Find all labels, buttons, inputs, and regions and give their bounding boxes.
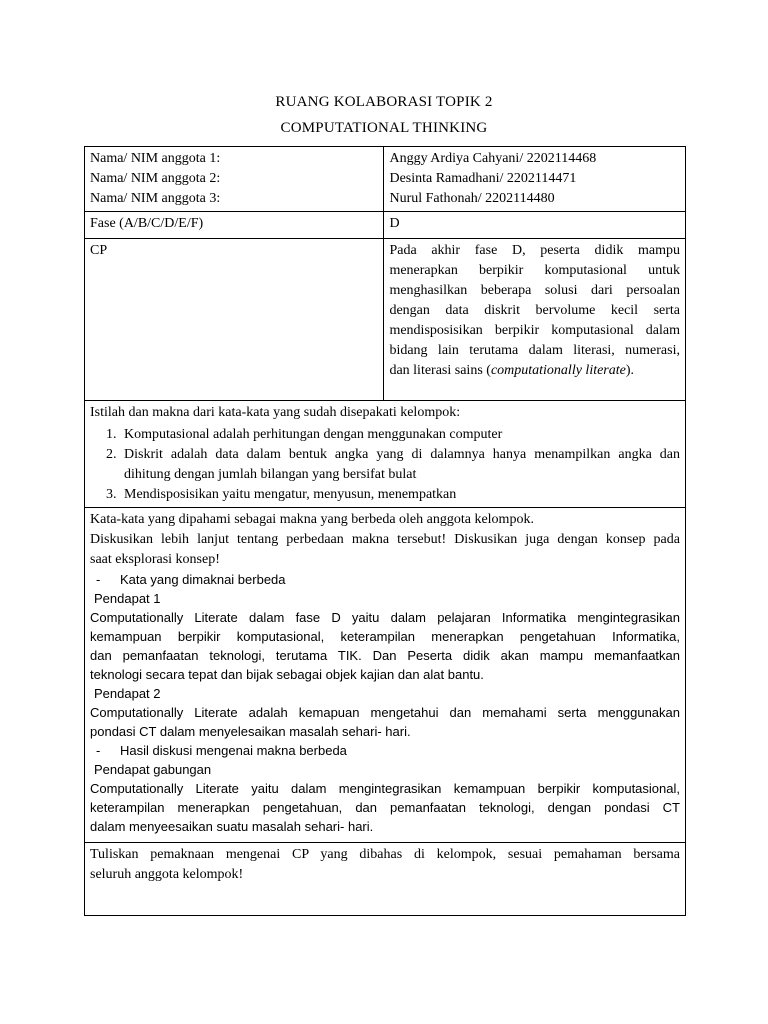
cp-last-line bbox=[389, 361, 680, 381]
member-1-value: Anggy Ardiya Cahyani/ 2202114468 bbox=[389, 151, 597, 166]
cp-label: CP bbox=[85, 239, 384, 401]
opinion-line: dan pemanfaatan teknologi, terutama TIK. Dan Peserta didik akan mampu memanfaatkan bbox=[90, 648, 680, 663]
dash-text: Hasil diskusi mengenai makna berbeda bbox=[120, 743, 347, 758]
term-item bbox=[120, 445, 680, 485]
cp-line: menerapkan berpikir komputasional untuk bbox=[389, 263, 680, 278]
terms-row bbox=[85, 401, 686, 508]
cp-row bbox=[85, 239, 686, 401]
collaboration-table bbox=[84, 146, 686, 916]
document-title: RUANG KOLABORASI TOPIK 2 bbox=[275, 94, 493, 110]
member-2-value: Desinta Ramadhani/ 2202114471 bbox=[389, 171, 577, 186]
members-label-cell bbox=[85, 147, 384, 212]
cp-description bbox=[384, 239, 686, 401]
opinion-1-text bbox=[90, 608, 680, 684]
fase-label: Fase (A/B/C/D/E/F) bbox=[85, 212, 384, 239]
opinion-2-text bbox=[90, 703, 680, 741]
opinion-line: keterampilan menerapkan pengetahuan, dan pemanfaatan teknologi, dengan pondasi CT bbox=[90, 800, 680, 815]
discussion-section bbox=[90, 570, 680, 836]
opinion-line: kemampuan berpikir komputasional, keterampilan menerapkan pengetahuan Informatika, bbox=[90, 629, 680, 644]
cp-last-prefix: dan literasi sains ( bbox=[389, 363, 491, 378]
term-item bbox=[120, 425, 680, 445]
final-prompt: seluruh anggota kelompok! bbox=[90, 867, 244, 882]
final-prompt: Tuliskan pemaknaan mengenai CP yang dibahas di kelompok, sesuai pemahaman bersama bbox=[90, 847, 680, 862]
opinion-line: Computationally Literate yaitu dalam mengintegrasikan kemampuan berpikir komputasional, bbox=[90, 781, 680, 796]
cp-last-suffix: ). bbox=[625, 363, 635, 378]
opinion-line: Computationally Literate dalam fase D yaitu dalam pelajaran Informatika mengintegrasikan bbox=[90, 610, 680, 625]
cp-line: Pada akhir fase D, peserta didik mampu bbox=[389, 243, 680, 258]
document-subtitle: COMPUTATIONAL THINKING bbox=[280, 120, 488, 136]
member-2-label: Nama/ NIM anggota 2: bbox=[90, 171, 221, 186]
member-3-value: Nurul Fathonah/ 2202114480 bbox=[389, 191, 555, 206]
cp-last-italic: computationally literate bbox=[490, 363, 626, 378]
terms-list bbox=[90, 425, 680, 505]
opinion-line: pondasi CT dalam menyelesaikan masalah sehari- hari. bbox=[90, 724, 411, 739]
opinion-line: Computationally Literate adalah kemapuan mengetahui dan memahami serta menggunakan bbox=[90, 705, 680, 720]
combined-opinion-label: Pendapat gabungan bbox=[94, 762, 212, 777]
differing-words-row bbox=[85, 508, 686, 843]
term-text: dihitung dengan jumlah bilangan yang bersifat bulat bbox=[124, 467, 417, 482]
final-understanding-cell bbox=[85, 843, 686, 916]
dash-text: Kata yang dimaknai berbeda bbox=[120, 572, 286, 587]
final-understanding-row bbox=[85, 843, 686, 916]
opinion-2-label: Pendapat 2 bbox=[94, 686, 161, 701]
member-1-label: Nama/ NIM anggota 1: bbox=[90, 151, 221, 166]
term-text: 2. Diskrit adalah data dalam bentuk angka yang di dalamnya hanya menampilkan angka dan bbox=[124, 447, 680, 462]
members-row bbox=[85, 147, 686, 212]
combined-opinion-text bbox=[90, 779, 680, 836]
terms-cell bbox=[85, 401, 686, 508]
term-item bbox=[120, 485, 680, 505]
member-3-label: Nama/ NIM anggota 3: bbox=[90, 191, 221, 206]
cp-line: dengan data diskrit bervolume kecil serta bbox=[389, 303, 680, 318]
dash-item: - Kata yang dimaknai berbeda bbox=[96, 572, 286, 587]
terms-heading: Istilah dan makna dari kata-kata yang sudah disepakati kelompok: bbox=[90, 405, 461, 420]
members-value-cell bbox=[384, 147, 686, 212]
words-instruction: Diskusikan lebih lanjut tentang perbedaan makna tersebut! Diskusikan juga dengan konsep pada bbox=[90, 532, 680, 547]
words-intro: Kata-kata yang dipahami sebagai makna yang berbeda oleh anggota kelompok. bbox=[90, 512, 534, 527]
fase-row bbox=[85, 212, 686, 239]
words-instruction: saat eksplorasi konsep! bbox=[90, 552, 220, 567]
opinion-line: teknologi secara tepat dan bijak sebagai objek kajian dan alat bantu. bbox=[90, 667, 484, 682]
opinion-line: dalam menyeesaikan suatu masalah sehari- hari. bbox=[90, 819, 374, 834]
fase-value: D bbox=[384, 212, 686, 239]
differing-words-cell bbox=[85, 508, 686, 843]
term-text: Komputasional adalah perhitungan dengan menggunakan computer bbox=[124, 427, 503, 442]
opinion-1-label: Pendapat 1 bbox=[94, 591, 161, 606]
cp-line: bidang lain terutama dalam literasi, numerasi, bbox=[389, 343, 680, 358]
cp-line: menghasilkan beberapa solusi dari persoalan bbox=[389, 283, 680, 298]
cp-line: mendisposisikan berpikir komputasional dalam bbox=[389, 323, 680, 338]
dash-item: - Hasil diskusi mengenai makna berbeda bbox=[96, 743, 347, 758]
term-text: Mendisposisikan yaitu mengatur, menyusun, menempatkan bbox=[124, 487, 457, 502]
